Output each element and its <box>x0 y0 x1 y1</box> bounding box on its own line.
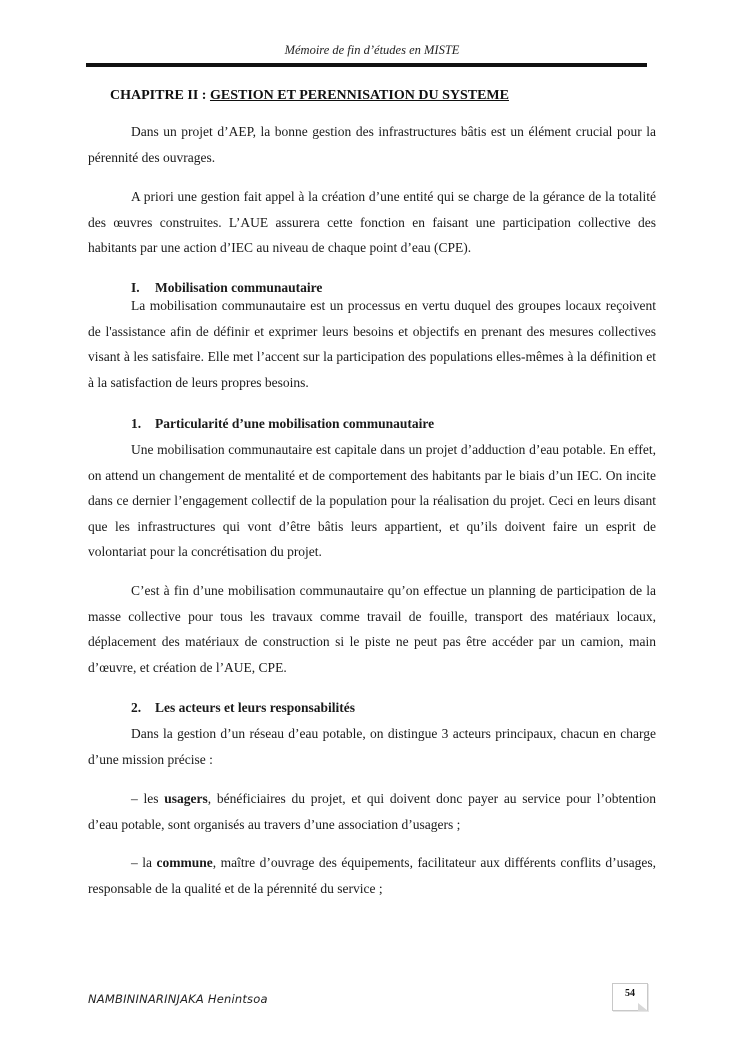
subsection-number: 1. <box>131 416 142 431</box>
list-item-prefix: – les <box>131 791 165 806</box>
sub1-paragraph-2: C’est à fin d’une mobilisation communautaire qu’on effectue un planning de participation de la masse collective pour tous les travaux comme travail de fouille, transport des matériaux locaux, déplacement des matériaux de construction si le piste ne peut pas être accéder par un camion, main d’œuvre, et création de l’AUE, CPE. <box>88 583 656 675</box>
section-number: I. <box>131 280 140 295</box>
header-rule <box>86 63 647 67</box>
list-item-keyword: usagers <box>164 791 208 806</box>
chapter-label: CHAPITRE II : <box>110 88 210 103</box>
sub1-paragraph-1: Une mobilisation communautaire est capitale dans un projet d’adduction d’eau potable. En effet, on attend un changement de mentalité et de comportement des habitants par le biais d’un IEC. On incite dans ce dernier l’engagement collectif de la population pour la réalisation du projet. Ceci en leurs disant que les infrastructures qui vont d’être bâtis leurs appartient, et qu’ils doivent faire un esprit de volontariat pour la concrétisation du projet. <box>88 442 656 559</box>
page-number-box <box>612 983 648 1011</box>
footer-author: NAMBININARINJAKA Henintsoa <box>88 992 268 1006</box>
sub2-paragraph: Dans la gestion d’un réseau d’eau potable, on distingue 3 acteurs principaux, chacun en charge d’une mission précise : <box>88 726 656 767</box>
list-item-text: , bénéficiaires du projet, et qui doivent donc payer au service pour l’obtention d’eau potable, sont organisés au travers d’une association d’usagers ; <box>88 791 656 832</box>
subsection-title: Les acteurs et leurs responsabilités <box>155 700 355 715</box>
subsection-heading-particularite <box>131 414 434 434</box>
subsection-number: 2. <box>131 700 142 715</box>
subsection-title: Particularité d’une mobilisation communautaire <box>155 416 435 431</box>
list-item-commune <box>88 850 656 901</box>
intro-paragraph-1: Dans un projet d’AEP, la bonne gestion des infrastructures bâtis est un élément crucial pour la pérennité des ouvrages. <box>88 124 656 165</box>
page-number: 54 <box>625 988 635 999</box>
header-title: Mémoire de fin d’études en MISTE <box>284 43 460 57</box>
intro-paragraph-2: A priori une gestion fait appel à la création d’une entité qui se charge de la gérance de la totalité des œuvres construites. L’AUE assurera cette fonction en faisant une participation collective des habitants par une action d’IEC au niveau de chaque point d’eau (CPE). <box>88 189 656 255</box>
section-title: Mobilisation communautaire <box>155 280 323 295</box>
section1-paragraph: La mobilisation communautaire est un processus en vertu duquel des groupes locaux reçoivent de l'assistance afin de définir et exprimer leurs besoins et objectifs en prenant des mesures collectives visant à les satisfaire. Elle met l’accent sur la participation des populations elles-mêmes à la définition et à la satisfaction de leurs propres besoins. <box>88 298 656 390</box>
list-item-prefix: – la <box>131 855 157 870</box>
chapter-heading <box>110 88 509 104</box>
list-item-usagers <box>88 786 656 837</box>
subsection-heading-acteurs <box>131 698 355 718</box>
page-curl-icon <box>638 1003 648 1011</box>
list-item-text: , maître d’ouvrage des équipements, facilitateur aux différents conflits d’usages, responsable de la qualité et de la pérennité du service ; <box>88 855 656 896</box>
list-item-keyword: commune <box>156 855 213 870</box>
chapter-title: GESTION ET PERENNISATION DU SYSTEME <box>209 88 509 103</box>
